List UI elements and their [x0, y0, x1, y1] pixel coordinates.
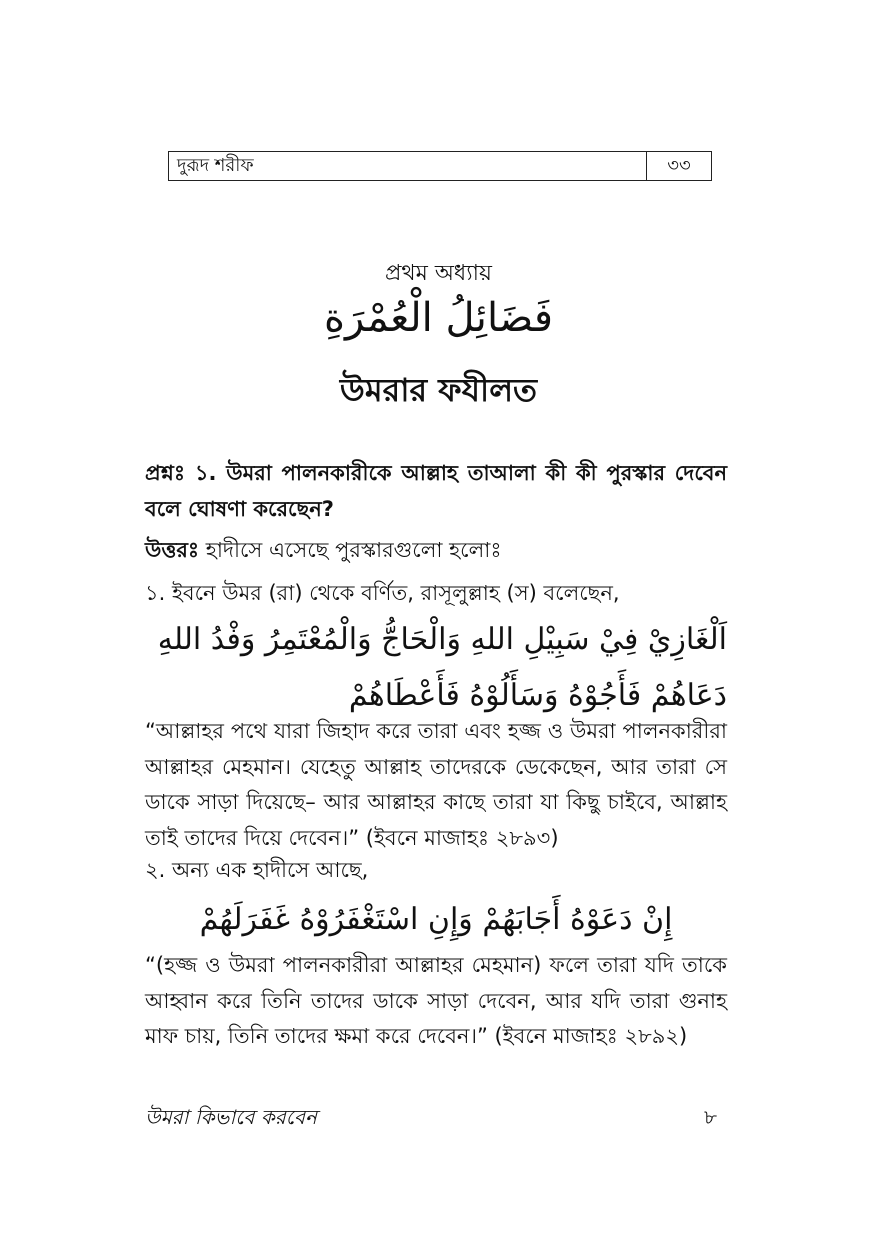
- hadith-item-2: ২. অন্য এক হাদীসে আছে,: [145, 858, 369, 882]
- footer-page-number: ৮: [704, 1105, 717, 1129]
- arabic-title: فَضَائِلُ الْعُمْرَةِ: [324, 295, 553, 341]
- question-text: ১. উমরা পালনকারীকে আল্লাহ তাআলা কী কী পুরস্কার দেবেন বলে ঘোষণা করেছেন?: [145, 461, 727, 521]
- chapter-label: প্রথম অধ্যায়: [385, 261, 492, 286]
- translation-1: “আল্লাহর পথে যারা জিহাদ করে তারা এবং হজ্জ ও উমরা পালনকারীরা আল্লাহর মেহমান। যেহেতু আল্লাহ তাদেরকে ডেকেছেন, আর তারা সে ডাকে সাড়া দিয়েছে– আর আল্লাহর কাছে তারা যা কিছু চাইবে, আল্লাহ তাই তাদের দিয়ে দেবেন।” (ইবনে মাজাহঃ ২৮৯৩): [145, 719, 727, 850]
- toc-entry: [168, 151, 712, 181]
- question-label: প্রশ্নঃ: [145, 461, 186, 485]
- arabic-hadith-1: اَلْغَازِيْ فِيْ سَبِيْلِ اللهِ وَالْحَاجُّ وَالْمُعْتَمِرُ وَفْدُ اللهِ دَعَاهُمْ فَأَجُوْهُ وَسَأَلُوْهُ فَأَعْطَاهُمْ: [157, 622, 727, 713]
- answer-text: হাদীসে এসেছে পুরস্কারগুলো হলোঃ: [199, 538, 502, 562]
- answer-label: উত্তরঃ: [145, 538, 200, 562]
- toc-title: দুরূদ শরীফ: [169, 152, 647, 180]
- hadith-item-1: ১. ইবনে উমর (রা) থেকে বর্ণিত, রাসূলুল্লাহ (স) বলেছেন,: [145, 581, 620, 605]
- footer-book-title: উমরা কিভাবে করবেন: [145, 1105, 317, 1129]
- answer: [145, 535, 727, 565]
- toc-page-number: ৩৩: [667, 154, 691, 176]
- arabic-hadith-2: إِنْ دَعَوْهُ أَجَابَهُمْ وَإِنِ اسْتَغْفَرُوْهُ غَفَرَلَهُمْ: [199, 902, 673, 937]
- question: [145, 455, 727, 527]
- page-title: উমরার ফযীলত: [339, 371, 538, 409]
- translation-2: “(হজ্জ ও উমরা পালনকারীরা আল্লাহর মেহমান) ফলে তারা যদি তাকে আহ্বান করে তিনি তাদের ডাকে সাড়া দেবেন, আর যদি তারা গুনাহ মাফ চায়, তিনি তাদের ক্ষমা করে দেবেন।” (ইবনে মাজাহঃ ২৮৯২): [145, 953, 727, 1048]
